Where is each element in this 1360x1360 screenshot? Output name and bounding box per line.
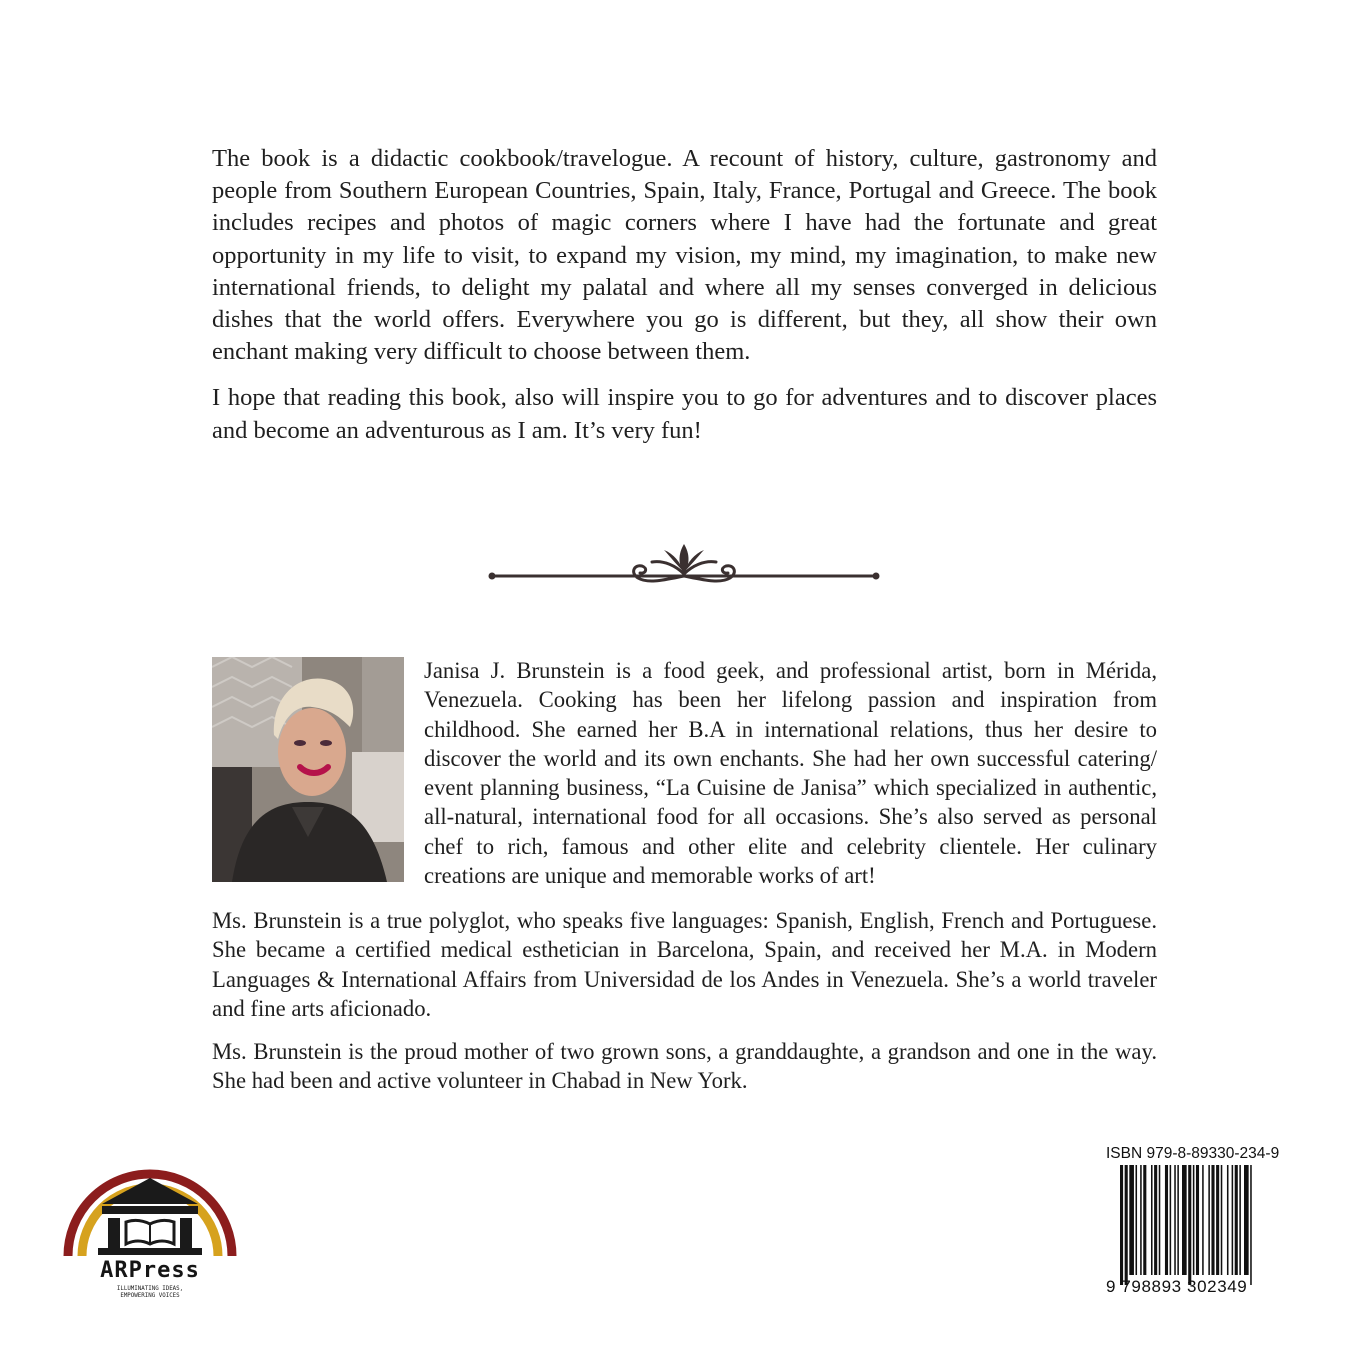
bio-paragraph: Janisa J. Brunstein is a food geek, and professional artist, born in Mérida, Venezuela. Cooking has been her lifelong passion and inspiration from childhood. She earned her B.A in international relations, thus her desire to discover the world and its own enchants. She had her own successful catering/ event planning business, “La Cuisine de Janisa” which specialized in authentic, all-natural, international food for all occasions. She’s also served as personal chef to rich, famous and other elite and celebrity clientele. Her culinary creations are unique and memorable works of art! [424, 658, 1157, 889]
isbn-label: ISBN 979-8-89330-234-9 [1106, 1145, 1280, 1162]
publisher-tagline-line: EMPOWERING VOICES [120, 1293, 180, 1299]
publisher-tagline [62, 1286, 238, 1300]
bio-paragraph: Ms. Brunstein is the proud mother of two grown sons, a granddaughte, a grandson and one in the way. She had been and active volunteer in Chabad in New York. [212, 1039, 1157, 1094]
barcode-icon [1120, 1165, 1302, 1285]
bio-paragraph: Ms. Brunstein is a true polyglot, who speaks five languages: Spanish, English, French and Portuguese. She became a certified medical esthetician in Barcelona, Spain, and received her M.A. in Modern Languages & International Affairs from Universidad de los Andes in Venezuela. She’s a world traveler and fine arts aficionado. [212, 908, 1157, 1021]
publisher-name: ARPress [100, 1258, 200, 1283]
author-photo [212, 657, 404, 882]
flourish-divider-icon [488, 540, 880, 590]
publisher-tagline-line: ILLUMINATING IDEAS, [116, 1286, 184, 1292]
blurb-paragraph: I hope that reading this book, also will inspire you to go for adventures and to discover places and become an adventurous as I am. It’s very fun! [212, 384, 1157, 444]
barcode-digits: 9 798893 302349 [1106, 1277, 1248, 1296]
blurb-paragraph: The book is a didactic cookbook/travelogue. A recount of history, culture, gastronomy and people from Southern European Countries, Spain, Italy, France, Portugal and Greece. The book includes recipes and photos of magic corners where I have had the fortunate and great opportunity in my life to visit, to expand my vision, my mind, my imagination, to make new international friends, to delight my palatal and where all my senses converged in delicious dishes that the world offers. Everywhere you go is different, but they, all show their own enchant making very difficult to choose between them. [212, 145, 1157, 366]
back-cover-blurb [212, 143, 1157, 461]
author-bio [212, 906, 1157, 1110]
